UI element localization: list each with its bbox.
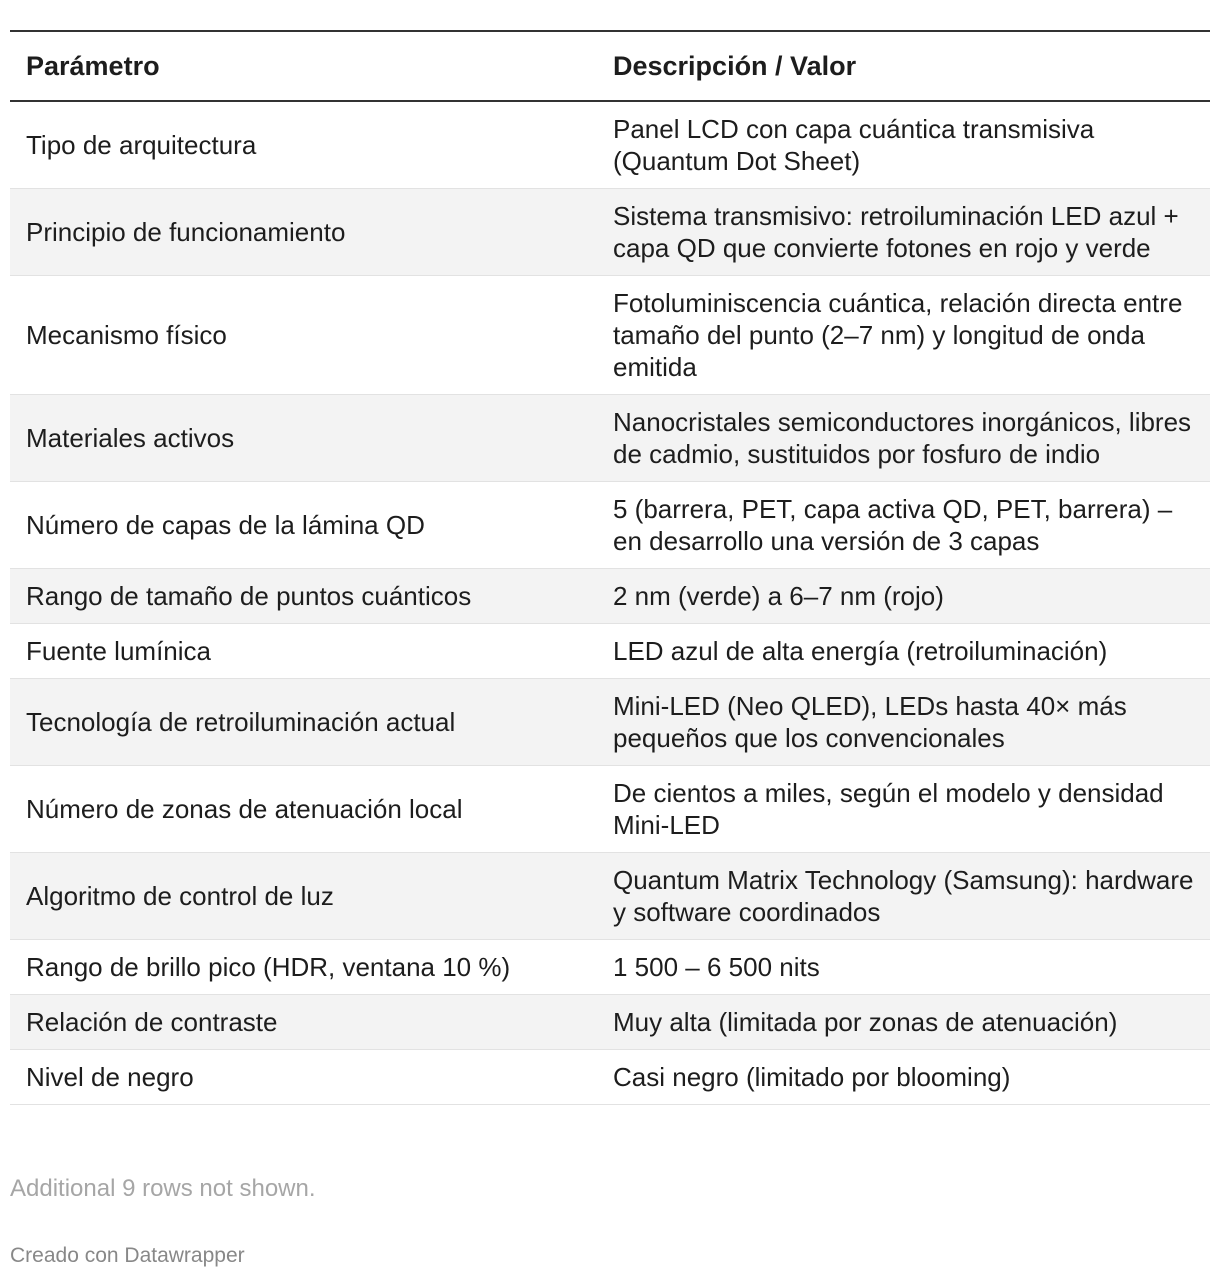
table-body: [10, 101, 1210, 1105]
cell-descripcion: Sistema transmisivo: retroiluminación LED azul + capa QD que convierte fotones en rojo y verde: [613, 201, 1179, 263]
cell-parametro: Principio de funcionamiento: [26, 217, 346, 247]
table-row: [10, 940, 1210, 995]
table-notes: Additional 9 rows not shown.: [10, 1175, 316, 1202]
credit-line: Creado con Datawrapper: [10, 1244, 245, 1267]
table-row: [10, 189, 1210, 276]
cell-descripcion: 2 nm (verde) a 6–7 nm (rojo): [613, 581, 944, 611]
cell-parametro: Materiales activos: [26, 423, 235, 453]
table-row: [10, 482, 1210, 569]
table-row: [10, 569, 1210, 624]
table-row: [10, 679, 1210, 766]
cell-descripcion: 5 (barrera, PET, capa activa QD, PET, barrera) – en desarrollo una versión de 3 capas: [613, 494, 1173, 556]
cell-parametro: Rango de tamaño de puntos cuánticos: [26, 581, 472, 611]
cell-descripcion: 1 500 – 6 500 nits: [613, 952, 820, 982]
data-table: [10, 30, 1210, 1105]
cell-descripcion: Casi negro (limitado por blooming): [613, 1062, 1011, 1092]
cell-descripcion: Nanocristales semiconductores inorgánicos, libres de cadmio, sustituidos por fosfuro de indio: [613, 407, 1192, 469]
column-header-parametro[interactable]: Parámetro: [26, 51, 160, 81]
cell-parametro: Número de zonas de atenuación local: [26, 794, 463, 824]
cell-descripcion: Mini-LED (Neo QLED), LEDs hasta 40× más pequeños que los convencionales: [613, 691, 1127, 753]
cell-parametro: Rango de brillo pico (HDR, ventana 10 %): [26, 952, 511, 982]
table-row: [10, 395, 1210, 482]
cell-parametro: Nivel de negro: [26, 1062, 194, 1092]
table-header-row: [10, 31, 1210, 101]
table-row: [10, 1050, 1210, 1105]
cell-descripcion: LED azul de alta energía (retroiluminación): [613, 636, 1108, 666]
cell-parametro: Algoritmo de control de luz: [26, 881, 334, 911]
cell-descripcion: Fotoluminiscencia cuántica, relación directa entre tamaño del punto (2–7 nm) y longitud de onda emitida: [613, 288, 1183, 382]
table-container: [10, 30, 1210, 1105]
cell-descripcion: Quantum Matrix Technology (Samsung): hardware y software coordinados: [613, 865, 1194, 927]
cell-descripcion: Muy alta (limitada por zonas de atenuación): [613, 1007, 1118, 1037]
table-row: [10, 766, 1210, 853]
cell-parametro: Tipo de arquitectura: [26, 130, 257, 160]
cell-parametro: Relación de contraste: [26, 1007, 278, 1037]
cell-descripcion: Panel LCD con capa cuántica transmisiva (Quantum Dot Sheet): [613, 114, 1095, 176]
cell-parametro: Fuente lumínica: [26, 636, 211, 666]
table-row: [10, 995, 1210, 1050]
cell-descripcion: De cientos a miles, según el modelo y densidad Mini-LED: [613, 778, 1164, 840]
table-row: [10, 101, 1210, 189]
cell-parametro: Mecanismo físico: [26, 320, 227, 350]
table-row: [10, 276, 1210, 395]
cell-parametro: Número de capas de la lámina QD: [26, 510, 425, 540]
column-header-descripcion[interactable]: Descripción / Valor: [613, 51, 857, 81]
table-row: [10, 853, 1210, 940]
table-row: [10, 624, 1210, 679]
cell-parametro: Tecnología de retroiluminación actual: [26, 707, 456, 737]
